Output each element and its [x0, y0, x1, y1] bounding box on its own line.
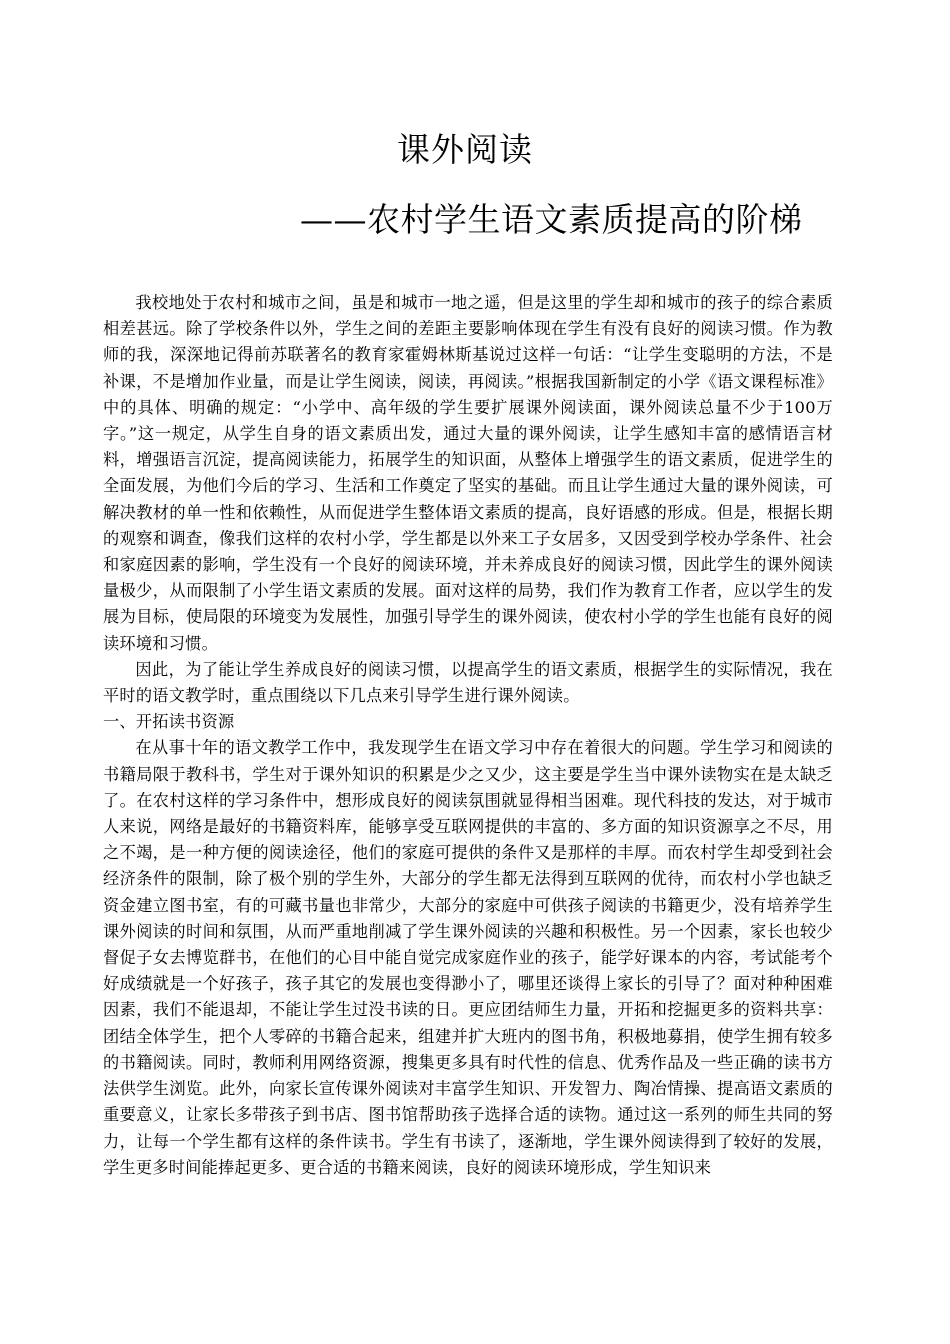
body-paragraph: 在从事十年的语文教学工作中，我发现学生在语文学习中存在着很大的问题。学生学习和阅读的书籍局限于教科书，学生对于课外知识的积累是少之又少，这主要是学生当中课外读物实在是太缺乏了。在农村这样的学习条件中，想形成良好的阅读氛围就显得相当困难。现代科技的发达，对于城市人来说，网络是最好的书籍资料库，能够享受互联网提供的丰富的、多方面的知识资源享之不尽，用之不竭，是一种方便的阅读途径，他们的家庭可提供的条件又是那样的丰厚。而农村学生却受到社会经济条件的限制，除了极个别的学生外，大部分的学生都无法得到互联网的优待，而农村小学也缺乏资金建立图书室，有的可藏书量也非常少，大部分的家庭中可供孩子阅读的书籍更少，没有培养学生课外阅读的时间和氛围，从而严重地削减了学生课外阅读的兴趣和积极性。另一个因素，家长也较少督促子女去博览群书，在他们的心目中能自觉完成家庭作业的孩子，能学好课本的内容，考试能考个好成绩就是一个好孩子，孩子其它的发展也变得渺小了，哪里还谈得上家长的引导了？面对种种困难因素，我们不能退却，不能让学生过没书读的日。更应团结师生力量，开拓和挖掘更多的资料共享：团结全体学生，把个人零碎的书籍合起来，组建并扩大班内的图书角，积极地募捐，使学生拥有较多的书籍阅读。同时，教师利用网络资源，搜集更多具有时代性的信息、优秀作品及一些正确的读书方法供学生浏览。此外，向家长宣传课外阅读对丰富学生知识、开发智力、陶冶情操、提高语文素质的重要意义，让家长多带孩子到书店、图书馆帮助孩子选择合适的读物。通过这一系列的师生共同的努力，让每一个学生都有这样的条件读书。学生有书读了，逐渐地，学生课外阅读得到了较好的发展，学生更多时间能捧起更多、更合适的书籍来阅读，良好的阅读环境形成，学生知识来: [103, 738, 833, 1177]
document-subtitle: ——农村学生语文素质提高的阶梯: [300, 200, 803, 239]
section-heading: 一、开拓读书资源: [103, 712, 235, 732]
body-paragraph: 因此，为了能让学生养成良好的阅读习惯，以提高学生的语文素质，根据学生的实际情况，我在平时的语文教学时，重点围绕以下几点来引导学生进行课外阅读。: [103, 659, 833, 706]
document-body: [103, 290, 833, 1181]
body-paragraph: 我校地处于农村和城市之间，虽是和城市一地之遥，但是这里的学生却和城市的孩子的综合素质相差甚远。除了学校条件以外，学生之间的差距主要影响体现在学生有没有良好的阅读习惯。作为教师的我，深深地记得前苏联著名的教育家霍姆林斯基说过这样一句话：“让学生变聪明的方法，不是补课，不是增加作业量，而是让学生阅读，阅读，再阅读。”根据我国新制定的小学《语文课程标准》中的具体、明确的规定：“小学中、高年级的学生要扩展课外阅读面，课外阅读总量不少于100万字。”这一规定，从学生自身的语文素质出发，通过大量的课外阅读，让学生感知丰富的感情语言材料，增强语言沉淀，提高阅读能力，拓展学生的知识面，从整体上增强学生的语文素质，促进学生的全面发展，为他们今后的学习、生活和工作奠定了坚实的基础。而且让学生通过大量的课外阅读，可解决教材的单一性和依赖性，从而促进学生整体语文素质的提高，良好语感的形成。但是，根据长期的观察和调查，像我们这样的农村小学，学生都是以外来工子女居多，又因受到学校办学条件、社会和家庭因素的影响，学生没有一个良好的阅读环境，并未养成良好的阅读习惯，因此学生的课外阅读量极少，从而限制了小学生语文素质的发展。面对这样的局势，我们作为教育工作者，应以学生的发展为目标，使局限的环境变为发展性，加强引导学生的课外阅读，使农村小学的学生也能有良好的阅读环境和习惯。: [103, 293, 833, 653]
document-title: 课外阅读: [397, 130, 533, 169]
